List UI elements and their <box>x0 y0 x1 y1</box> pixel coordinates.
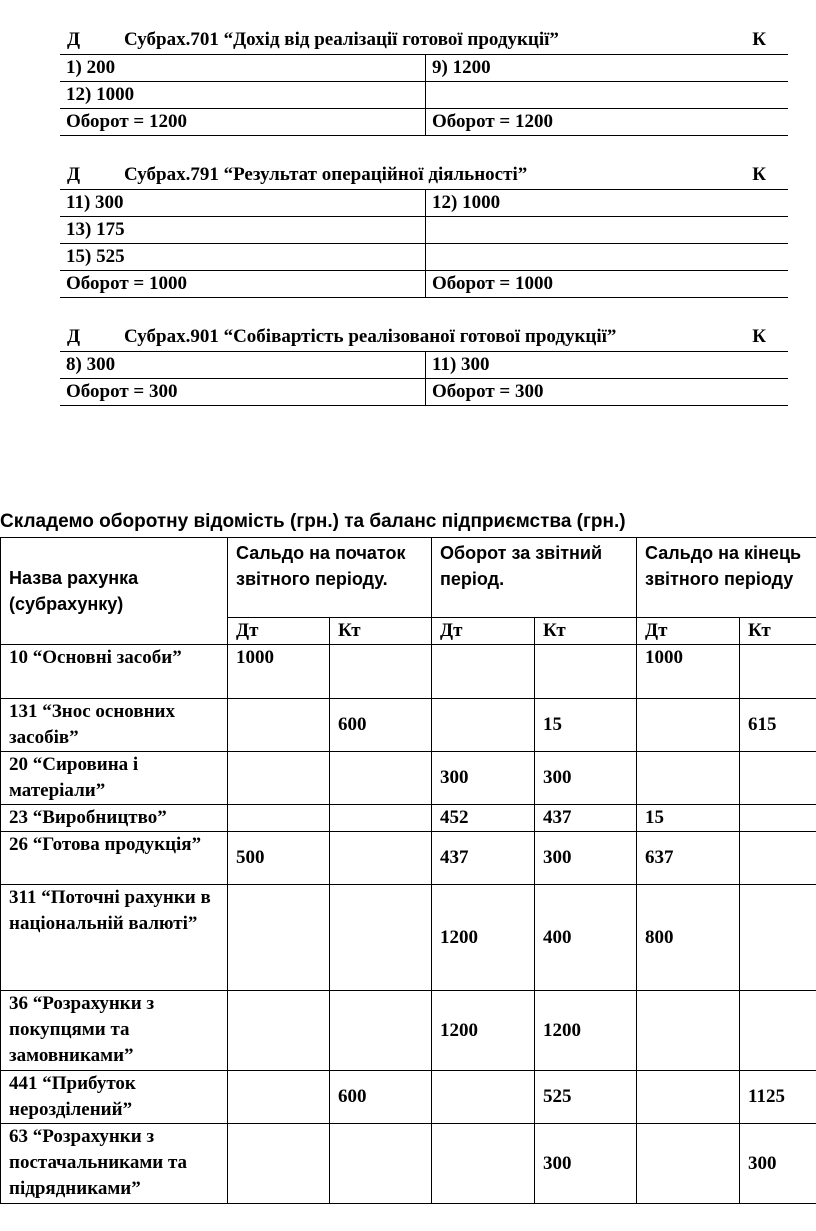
closing-kt-cell <box>740 645 816 699</box>
debit-entry: 13) 175 <box>60 217 426 244</box>
credit-entry: 9) 1200 <box>426 55 789 82</box>
debit-entry: 8) 300 <box>60 352 426 379</box>
entry-row <box>60 244 788 271</box>
table-row <box>1 991 816 1071</box>
entry-row <box>60 55 788 82</box>
table-row <box>1 805 816 832</box>
turnover-kt-cell: 300 <box>535 1124 637 1204</box>
account-name-cell: 23 “Виробництво” <box>1 805 228 832</box>
closing-dt-header: Дт <box>637 618 740 645</box>
debit-entry: 11) 300 <box>60 190 426 217</box>
closing-dt-cell: 800 <box>637 885 740 991</box>
t-account-701 <box>60 26 788 136</box>
table-row <box>1 1124 816 1204</box>
turnover-kt-cell: 437 <box>535 805 637 832</box>
entry-row <box>60 352 788 379</box>
account-name-cell: 20 “Сировина і матеріали” <box>1 752 228 805</box>
entry-row <box>60 217 788 244</box>
closing-dt-cell: 15 <box>637 805 740 832</box>
opening-dt-cell <box>228 805 330 832</box>
t-account-entries <box>60 55 788 136</box>
credit-entry <box>426 217 789 244</box>
closing-kt-cell: 615 <box>740 699 816 752</box>
opening-dt-cell: 1000 <box>228 645 330 699</box>
credit-turnover: Оборот = 1000 <box>426 271 789 298</box>
entry-row <box>60 190 788 217</box>
opening-kt-cell <box>330 832 432 885</box>
turnover-dt-cell <box>432 645 535 699</box>
credit-entry <box>426 244 789 271</box>
opening-dt-cell <box>228 885 330 991</box>
table-row <box>1 645 816 699</box>
closing-kt-header: Кт <box>740 618 816 645</box>
closing-kt-cell: 1125 <box>740 1071 816 1124</box>
turnover-kt-cell: 15 <box>535 699 637 752</box>
account-name-cell: 441 “Прибуток нерозділений” <box>1 1071 228 1124</box>
debit-turnover: Оборот = 1000 <box>60 271 426 298</box>
account-name-cell: 10 “Основні засоби” <box>1 645 228 699</box>
closing-dt-cell: 1000 <box>637 645 740 699</box>
t-account-header <box>60 161 788 190</box>
turnover-kt-cell: 300 <box>535 752 637 805</box>
account-name-cell: 131 “Знос основних засобів” <box>1 699 228 752</box>
turnover-dt-cell: 1200 <box>432 885 535 991</box>
credit-turnover: Оборот = 300 <box>426 379 789 406</box>
opening-kt-cell <box>330 991 432 1071</box>
opening-kt-cell <box>330 885 432 991</box>
debit-mark: Д <box>67 164 81 185</box>
turnover-kt-header: Кт <box>535 618 637 645</box>
opening-kt-cell <box>330 752 432 805</box>
closing-dt-cell <box>637 1071 740 1124</box>
opening-dt-cell <box>228 699 330 752</box>
debit-entry: 15) 525 <box>60 244 426 271</box>
opening-dt-cell: 500 <box>228 832 330 885</box>
t-account-entries <box>60 190 788 298</box>
credit-turnover: Оборот = 1200 <box>426 109 789 136</box>
closing-dt-cell <box>637 752 740 805</box>
turnover-kt-cell: 300 <box>535 832 637 885</box>
opening-kt-cell <box>330 805 432 832</box>
t-account-title: Субрах.701 “Дохід від реалізації готової продукції” <box>124 29 559 50</box>
turnover-dt-cell <box>432 1124 535 1204</box>
opening-kt-header: Кт <box>330 618 432 645</box>
opening-dt-cell <box>228 752 330 805</box>
credit-entry: 11) 300 <box>426 352 789 379</box>
turnover-kt-cell: 1200 <box>535 991 637 1071</box>
turnover-dt-cell <box>432 699 535 752</box>
credit-mark: К <box>752 164 766 185</box>
closing-kt-cell <box>740 991 816 1071</box>
turnover-row <box>60 271 788 298</box>
t-account-title: Субрах.791 “Результат операційної діяльності” <box>124 164 528 185</box>
turnover-dt-cell: 437 <box>432 832 535 885</box>
statement-caption: Складемо оборотну відомість (грн.) та баланс підприємства (грн.) <box>0 511 626 532</box>
credit-entry: 12) 1000 <box>426 190 789 217</box>
header-row <box>1 538 816 618</box>
debit-mark: Д <box>67 326 81 347</box>
account-name-cell: 63 “Розрахунки з постачальниками та підрядниками” <box>1 1124 228 1204</box>
closing-kt-cell <box>740 832 816 885</box>
turnover-row <box>60 379 788 406</box>
opening-balance-header: Сальдо на початок звітного періоду. <box>228 538 432 618</box>
table-row <box>1 699 816 752</box>
closing-dt-cell <box>637 1124 740 1204</box>
credit-entry <box>426 82 789 109</box>
table-row <box>1 1071 816 1124</box>
credit-mark: К <box>752 29 766 50</box>
opening-dt-cell <box>228 1124 330 1204</box>
turnover-kt-cell: 525 <box>535 1071 637 1124</box>
t-account-title: Субрах.901 “Собівартість реалізованої готової продукції” <box>124 326 617 347</box>
account-name-cell: 26 “Готова продукція” <box>1 832 228 885</box>
debit-mark: Д <box>67 29 81 50</box>
debit-entry: 12) 1000 <box>60 82 426 109</box>
closing-dt-cell <box>637 991 740 1071</box>
opening-kt-cell: 600 <box>330 1071 432 1124</box>
closing-kt-cell <box>740 805 816 832</box>
t-account-791 <box>60 161 788 298</box>
turnover-dt-cell: 1200 <box>432 991 535 1071</box>
closing-dt-cell: 637 <box>637 832 740 885</box>
closing-dt-cell <box>637 699 740 752</box>
opening-dt-cell <box>228 991 330 1071</box>
opening-dt-cell <box>228 1071 330 1124</box>
t-account-entries <box>60 352 788 406</box>
t-account-header <box>60 26 788 55</box>
opening-dt-header: Дт <box>228 618 330 645</box>
turnover-statement-table <box>0 537 816 1204</box>
t-account-header <box>60 323 788 352</box>
turnover-kt-cell: 400 <box>535 885 637 991</box>
t-account-901 <box>60 323 788 406</box>
turnover-dt-cell: 300 <box>432 752 535 805</box>
closing-kt-cell: 300 <box>740 1124 816 1204</box>
turnover-dt-cell <box>432 1071 535 1124</box>
opening-kt-cell: 600 <box>330 699 432 752</box>
closing-kt-cell <box>740 885 816 991</box>
table-row <box>1 885 816 991</box>
turnover-row <box>60 109 788 136</box>
credit-mark: К <box>752 326 766 347</box>
turnover-kt-cell <box>535 645 637 699</box>
closing-balance-header: Сальдо на кінець звітного періоду <box>637 538 816 618</box>
turnover-header: Оборот за звітний період. <box>432 538 637 618</box>
account-name-cell: 36 “Розрахунки з покупцями та замовниками” <box>1 991 228 1071</box>
opening-kt-cell <box>330 1124 432 1204</box>
debit-turnover: Оборот = 1200 <box>60 109 426 136</box>
opening-kt-cell <box>330 645 432 699</box>
table-row <box>1 832 816 885</box>
account-name-header: Назва рахунка (субрахунку) <box>1 538 228 645</box>
debit-entry: 1) 200 <box>60 55 426 82</box>
table-row <box>1 752 816 805</box>
closing-kt-cell <box>740 752 816 805</box>
debit-turnover: Оборот = 300 <box>60 379 426 406</box>
entry-row <box>60 82 788 109</box>
turnover-dt-cell: 452 <box>432 805 535 832</box>
account-name-cell: 311 “Поточні рахунки в національній валюті” <box>1 885 228 991</box>
turnover-dt-header: Дт <box>432 618 535 645</box>
